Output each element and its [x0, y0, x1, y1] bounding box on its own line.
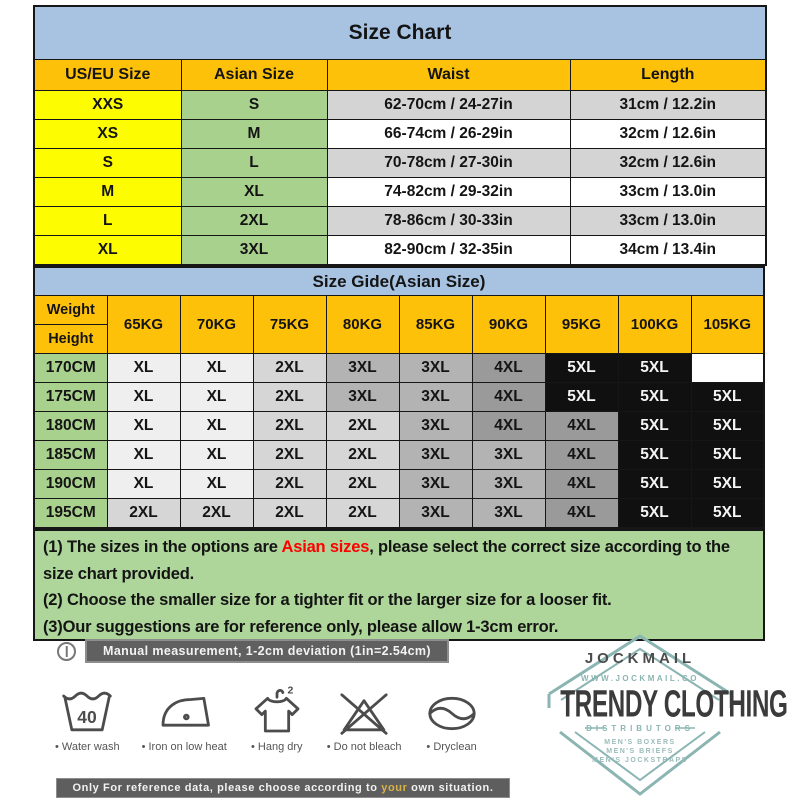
tables-stack	[33, 5, 765, 641]
note-1-text: (1) The sizes in the options are	[43, 538, 282, 556]
size-guide-row	[34, 470, 764, 499]
logo-product-line: MEN'S JOCKSTRAPS	[592, 757, 688, 764]
size-guide-cell: 5XL	[618, 441, 691, 470]
size-chart-cell: 74-82cm / 29-32in	[327, 178, 570, 207]
size-guide-cell: 5XL	[691, 470, 764, 499]
size-guide-cell: 5XL	[691, 412, 764, 441]
size-guide-cell: XL	[107, 441, 180, 470]
care-instructions	[55, 682, 480, 753]
size-chart-cell: L	[34, 207, 181, 236]
height-row-header: 170CM	[34, 354, 107, 383]
iron-low-heat-icon	[156, 682, 212, 738]
size-guide-cell: 5XL	[545, 354, 618, 383]
measurement-text: Manual measurement, 1-2cm deviation (1in=2.54cm)	[85, 639, 449, 663]
footer-highlight: your	[381, 782, 408, 794]
footer-disclaimer-bar	[56, 778, 510, 798]
size-guide-cell: 2XL	[326, 412, 399, 441]
size-guide-cell: 3XL	[472, 470, 545, 499]
size-chart-cell: 31cm / 12.2in	[570, 91, 766, 120]
size-guide-cell: 2XL	[180, 499, 253, 529]
logo-product-line: MEN'S BRIEFS	[606, 748, 674, 755]
size-chart-cell: XS	[34, 120, 181, 149]
size-guide-cell: 3XL	[326, 354, 399, 383]
size-chart-column-header: Length	[570, 60, 766, 91]
size-guide-cell: 5XL	[691, 499, 764, 529]
size-chart-cell: 62-70cm / 24-27in	[327, 91, 570, 120]
size-guide-title: Size Gide(Asian Size)	[34, 267, 764, 296]
weight-column-header: 90KG	[472, 296, 545, 354]
weight-column-header: 100KG	[618, 296, 691, 354]
corner-height-label: Height	[48, 331, 94, 347]
size-guide-cell: 2XL	[253, 441, 326, 470]
size-guide-cell: 4XL	[472, 412, 545, 441]
weight-height-corner-cell	[34, 296, 107, 354]
size-guide-cell: 3XL	[472, 499, 545, 529]
size-guide-row	[34, 354, 764, 383]
height-row-header: 185CM	[34, 441, 107, 470]
weight-column-header: 85KG	[399, 296, 472, 354]
size-guide-cell: 5XL	[618, 354, 691, 383]
size-guide-cell: XL	[107, 383, 180, 412]
size-guide-cell: 2XL	[253, 470, 326, 499]
size-chart-cell: 2XL	[181, 207, 327, 236]
size-chart-row	[34, 207, 766, 236]
size-chart-cell: 78-86cm / 30-33in	[327, 207, 570, 236]
size-chart-cell: XL	[34, 236, 181, 266]
care-label: • Iron on low heat	[141, 741, 227, 753]
size-guide-cell: 4XL	[472, 383, 545, 412]
size-guide-cell: 3XL	[326, 383, 399, 412]
size-guide-cell: XL	[180, 383, 253, 412]
water-wash-icon	[59, 682, 115, 738]
size-chart-cell: M	[181, 120, 327, 149]
size-chart-cell: 82-90cm / 32-35in	[327, 236, 570, 266]
size-guide-cell: XL	[107, 470, 180, 499]
size-guide-cell: 3XL	[399, 499, 472, 529]
size-chart-table	[33, 5, 767, 266]
size-guide-cell: 2XL	[253, 383, 326, 412]
size-guide-cell: 3XL	[399, 441, 472, 470]
height-row-header: 180CM	[34, 412, 107, 441]
size-chart-header-row	[34, 60, 766, 91]
size-guide-cell: 5XL	[691, 441, 764, 470]
size-guide-cell: 2XL	[326, 470, 399, 499]
size-guide-cell: 2XL	[326, 441, 399, 470]
size-chart-row	[34, 120, 766, 149]
size-chart-cell: 33cm / 13.0in	[570, 207, 766, 236]
size-chart-title-row	[34, 6, 766, 60]
height-row-header: 195CM	[34, 499, 107, 529]
weight-column-header: 70KG	[180, 296, 253, 354]
size-chart-row	[34, 149, 766, 178]
size-guide-row	[34, 441, 764, 470]
size-guide-cell: 5XL	[618, 412, 691, 441]
size-chart-cell: S	[181, 91, 327, 120]
size-guide-cell: 5XL	[618, 383, 691, 412]
care-item-do-not-bleach	[327, 682, 402, 753]
size-guide-title-row	[34, 267, 764, 296]
logo-subtitle: DISTRIBUTORS	[586, 724, 694, 733]
size-guide-cell: 3XL	[399, 470, 472, 499]
size-guide-table	[33, 266, 765, 529]
size-guide-cell: XL	[180, 412, 253, 441]
note-3: (3)Our suggestions are for reference only, please allow 1-3cm error.	[43, 617, 559, 636]
size-chart-column-header: US/EU Size	[34, 60, 181, 91]
size-guide-cell: 4XL	[545, 412, 618, 441]
size-guide-cell: XL	[107, 354, 180, 383]
size-guide-row	[34, 383, 764, 412]
size-guide-cell: 4XL	[545, 499, 618, 529]
size-guide-cell: XL	[107, 412, 180, 441]
size-guide-header-row	[34, 296, 764, 354]
size-guide-cell: 2XL	[253, 412, 326, 441]
care-item-water-wash	[55, 682, 120, 753]
logo-brand-name: JOCKMAIL	[584, 650, 696, 667]
logo-website: WWW.JOCKMAIL.CO	[581, 674, 699, 683]
svg-text:2: 2	[287, 684, 294, 697]
size-chart-column-header: Asian Size	[181, 60, 327, 91]
size-chart-row	[34, 91, 766, 120]
note-1	[43, 534, 755, 587]
size-chart-cell: 32cm / 12.6in	[570, 120, 766, 149]
size-guide-cell: 4XL	[472, 354, 545, 383]
svg-text:40: 40	[77, 706, 98, 727]
size-guide-cell: 3XL	[399, 383, 472, 412]
size-guide-cell: XL	[180, 470, 253, 499]
size-guide-cell: 5XL	[691, 383, 764, 412]
height-row-header: 190CM	[34, 470, 107, 499]
size-chart-cell: XL	[181, 178, 327, 207]
size-guide-cell	[691, 354, 764, 383]
size-chart-row	[34, 178, 766, 207]
note-1-tail: , please select the correct size according to the size chart provided.	[43, 538, 730, 583]
size-guide-cell: 3XL	[472, 441, 545, 470]
weight-column-header: 105KG	[691, 296, 764, 354]
footer-text: Only For reference data, please choose according to	[72, 782, 382, 794]
size-guide-cell: 5XL	[618, 470, 691, 499]
size-chart-cell: L	[181, 149, 327, 178]
care-label: • Hang dry	[250, 741, 303, 753]
size-guide-cell: 3XL	[399, 412, 472, 441]
size-guide-cell: 2XL	[253, 499, 326, 529]
size-guide-cell: 2XL	[326, 499, 399, 529]
size-chart-cell: XXS	[34, 91, 181, 120]
weight-column-header: 75KG	[253, 296, 326, 354]
weight-column-header: 80KG	[326, 296, 399, 354]
size-chart-cell: M	[34, 178, 181, 207]
size-chart-cell: 3XL	[181, 236, 327, 266]
size-guide-cell: 4XL	[545, 470, 618, 499]
note-1-highlight: Asian sizes	[281, 538, 370, 556]
size-chart-cell: 70-78cm / 27-30in	[327, 149, 570, 178]
dryclean-icon	[424, 682, 480, 738]
weight-column-header: 95KG	[545, 296, 618, 354]
care-label: • Dryclean	[426, 741, 477, 753]
note-2: (2) Choose the smaller size for a tighter fit or the larger size for a looser fit.	[43, 591, 612, 609]
height-row-header: 175CM	[34, 383, 107, 412]
measurement-icon	[57, 642, 76, 661]
size-guide-cell: 5XL	[545, 383, 618, 412]
size-guide-cell: 2XL	[253, 354, 326, 383]
size-guide-cell: 4XL	[545, 441, 618, 470]
size-guide-row	[34, 499, 764, 529]
care-item-dryclean	[424, 682, 480, 753]
size-chart-cell: 34cm / 13.4in	[570, 236, 766, 266]
care-item-iron	[142, 682, 227, 753]
size-guide-cell: XL	[180, 441, 253, 470]
size-chart-cell: 32cm / 12.6in	[570, 149, 766, 178]
care-label: • Water wash	[55, 741, 120, 753]
logo-product-line: MEN'S BOXERS	[604, 739, 676, 746]
care-label: • Do not bleach	[326, 741, 402, 753]
hang-dry-icon	[249, 682, 305, 738]
size-chart-title: Size Chart	[34, 6, 766, 60]
size-chart-cell: 33cm / 13.0in	[570, 178, 766, 207]
logo-title: TRENDY CLOTHING	[560, 684, 788, 726]
size-guide-cell: 5XL	[618, 499, 691, 529]
do-not-bleach-icon	[336, 682, 392, 738]
care-item-hang-dry	[249, 682, 305, 753]
footer-text-tail: own situation.	[407, 782, 494, 794]
size-guide-cell: XL	[180, 354, 253, 383]
corner-weight-label: Weight	[35, 296, 107, 325]
size-guide-row	[34, 412, 764, 441]
size-chart-cell: 66-74cm / 26-29in	[327, 120, 570, 149]
jockmail-logo	[545, 620, 788, 800]
size-chart-column-header: Waist	[327, 60, 570, 91]
measurement-note	[57, 639, 449, 663]
size-guide-cell: 2XL	[107, 499, 180, 529]
size-guide-cell: 3XL	[399, 354, 472, 383]
weight-column-header: 65KG	[107, 296, 180, 354]
size-chart-cell: S	[34, 149, 181, 178]
size-chart-row	[34, 236, 766, 266]
